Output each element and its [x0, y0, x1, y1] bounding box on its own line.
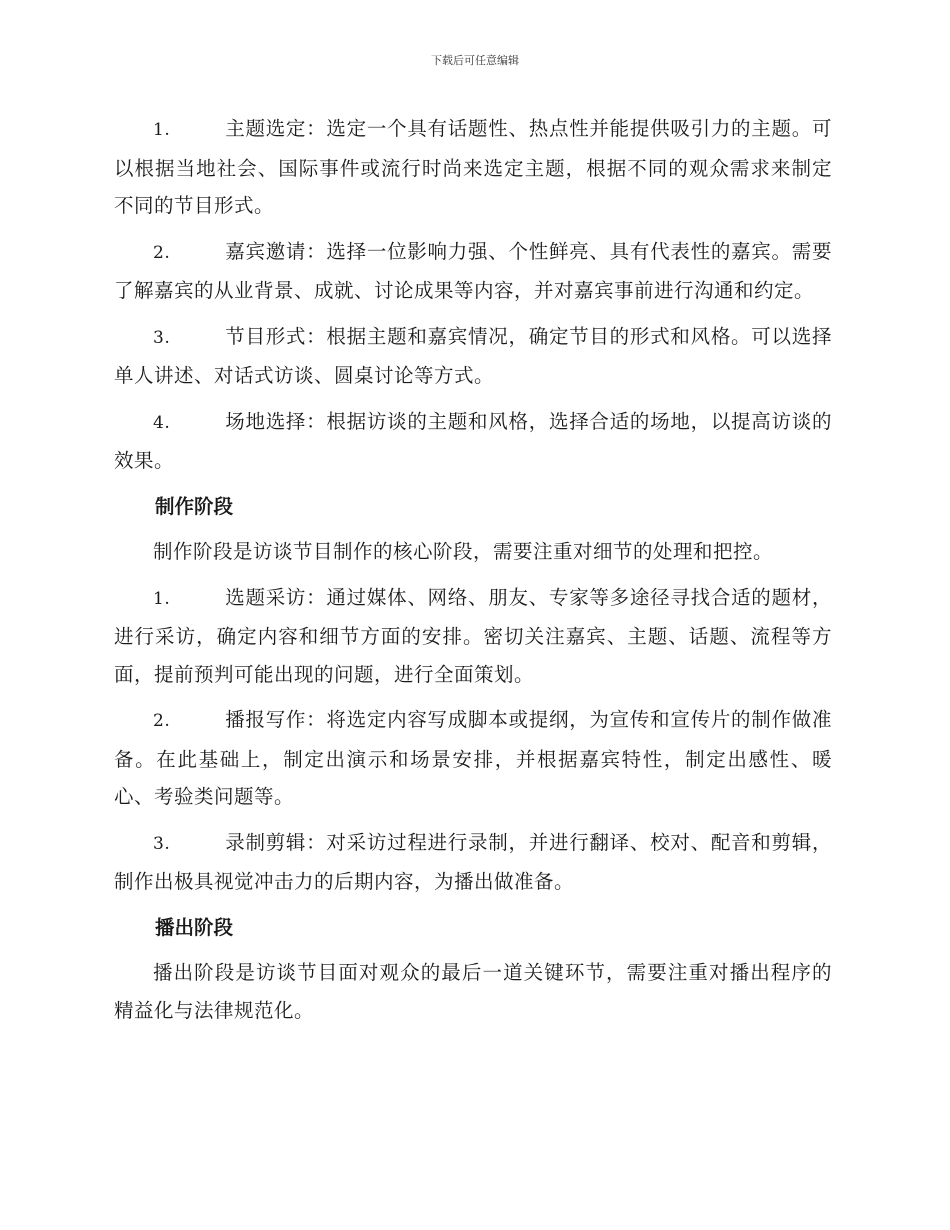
item-text: 主题选定：选定一个具有话题性、热点性并能提供吸引力的主题。可以根据当地社会、国际事件或流行时尚来选定主题，根据不同的观众需求来制定不同的节目形式。 [114, 117, 832, 217]
item-text: 嘉宾邀请：选择一位影响力强、个性鲜亮、具有代表性的嘉宾。需要了解嘉宾的从业背景、成就、讨论成果等内容，并对嘉宾事前进行沟通和约定。 [114, 239, 832, 302]
item-number: 1. [153, 588, 171, 609]
section-intro-broadcast: 播出阶段是访谈节目面对观众的最后一道关键环节，需要注重对播出程序的精益化与法律规范化。 [114, 961, 832, 1022]
list-item [114, 318, 832, 395]
item-number: 2. [153, 242, 171, 263]
list-item [114, 110, 832, 225]
list-item [114, 824, 832, 901]
item-number: 3. [153, 833, 171, 854]
section-heading-production: 制作阶段 [155, 494, 234, 518]
list-item [114, 579, 832, 694]
document-body [114, 110, 832, 1037]
section-heading-broadcast: 播出阶段 [155, 915, 234, 939]
page-header: 下载后可任意编辑 [431, 54, 519, 67]
item-text: 录制剪辑：对采访过程进行录制，并进行翻译、校对、配音和剪辑，制作出极具视觉冲击力的后期内容，为播出做准备。 [114, 830, 832, 893]
section-intro-production: 制作阶段是访谈节目制作的核心阶段，需要注重对细节的处理和把控。 [153, 540, 774, 563]
item-text: 播报写作：将选定内容写成脚本或提纲，为宣传和宣传片的制作做准备。在此基础上，制定出演示和场景安排，并根据嘉宾特性，制定出感性、暖心、考验类问题等。 [114, 708, 832, 808]
item-number: 1. [153, 120, 171, 140]
list-item [114, 701, 832, 816]
item-number: 2. [153, 711, 171, 731]
item-text: 选题采访：通过媒体、网络、朋友、专家等多途径寻找合适的题材，进行采访，确定内容和细节方面的安排。密切关注嘉宾、主题、话题、流程等方面，提前预判可能出现的问题，进行全面策划。 [114, 585, 832, 686]
list-item [114, 233, 832, 310]
item-number: 4. [153, 412, 171, 433]
item-text: 节目形式：根据主题和嘉宾情况，确定节目的形式和风格。可以选择单人讲述、对话式访谈、圆桌讨论等方式。 [114, 324, 832, 387]
item-number: 3. [153, 327, 171, 348]
item-text: 场地选择：根据访谈的主题和风格，选择合适的场地，以提高访谈的效果。 [114, 409, 832, 472]
list-item [114, 403, 832, 480]
